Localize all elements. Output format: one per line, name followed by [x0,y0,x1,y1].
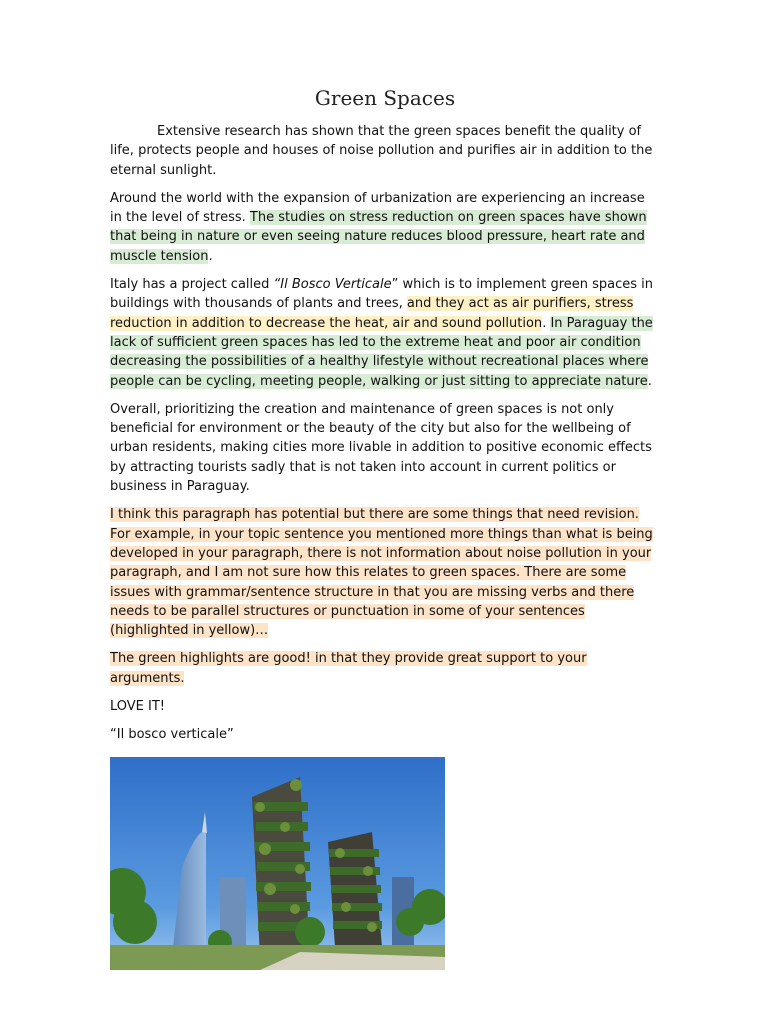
feedback-paragraph [110,505,660,640]
intro-paragraph: Extensive research has shown that the green spaces benefit the quality of life, protects people and houses of noise pollution and purifies air in addition to the eternal sunlight. [110,124,653,178]
separator-text: . [542,315,551,331]
document-page [110,86,660,970]
feedback-highlight: I think this paragraph has potential but there are some things that need revision. For example, in your topic sentence you mentioned more things than what is being developed in your paragraph, there is not information about noise pollution in your paragraph, and I am not sure how this relates to green spaces. There are some issues with grammar/sentence structure in that you are missing verbs and there needs to be parallel structures or punctuation in some of your sentences (highlighted in yellow)… [110,507,653,639]
period: . [647,373,652,389]
italy-plain-text-2: ” which is to implement green spaces in buildings with thousands of plants and trees, [110,277,654,312]
image-caption: “Il bosco verticale” [110,727,234,743]
conclusion-paragraph: Overall, prioritizing the creation and maintenance of green spaces is not only beneficial for environment or the beauty of the city but also for the wellbeing of urban residents, making cities more livable in addition to positive economic effects by attracting tourists sadly that is not taken into account in current politics or business in Paraguay. [110,401,652,495]
stress-paragraph [110,189,660,266]
period: . [208,248,213,264]
bosco-verticale-photo [110,757,445,970]
project-name: “Il Bosco Verticale [273,277,392,293]
green-highlight-paraguay: In Paraguay the lack of sufficient green spaces has led to the extreme heat and poor air condition decreasing the possibilities of a healthy lifestyle without recreational places where people can be cycling, meeting people, walking or just sitting to appreciate nature [110,315,653,389]
italy-paragraph [110,275,660,391]
green-highlight: The studies on stress reduction on green spaces have shown that being in nature or even seeing nature reduces blood pressure, heart rate and muscle tension [110,210,647,264]
love-it-note: LOVE IT! [110,699,166,715]
italy-plain-text: Italy has a project called [110,277,274,293]
yellow-highlight: and they act as air purifiers, stress reduction in addition to decrease the heat, air and sound pollution [110,296,634,331]
feedback-highlight-2: The green highlights are good! in that they provide great support to your arguments. [110,651,587,686]
stress-plain-text: Around the world with the expansion of urbanization are experiencing an increase in the level of stress. [110,190,645,226]
feedback-green-note [110,649,660,688]
page-title: Green Spaces [314,86,456,110]
